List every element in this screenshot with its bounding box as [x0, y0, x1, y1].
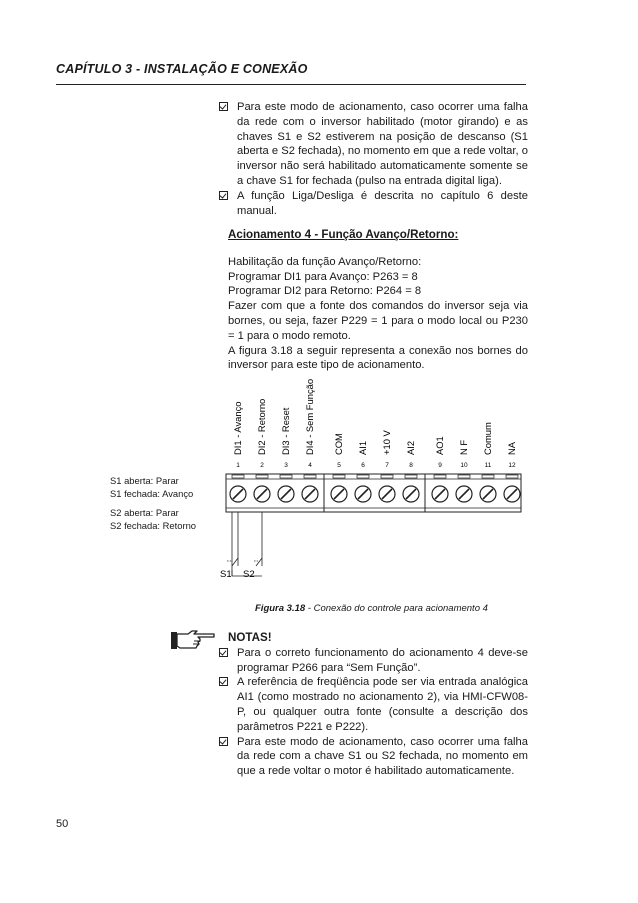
terminal-number: 1 — [236, 462, 240, 469]
terminal-label: +10 V — [381, 430, 392, 455]
terminal-number: 9 — [438, 462, 442, 469]
notes-block — [228, 631, 528, 779]
chapter-header: CAPÍTULO 3 - INSTALAÇÃO E CONEXÃO — [56, 62, 308, 76]
pointing-hand-icon — [170, 629, 216, 656]
bullet-text: Para este modo de acionamento, caso ocorrer uma falha da rede com o inversor habilitado (motor girando) e as chaves S1 e S2 estiverem na posição de descanso (S1 aberta e S2 fechada), no momento em que a rede voltar, o inversor não será habilitado automaticamente somente se a chave S1 for fechada (pulso na entrada digital liga). — [237, 101, 528, 187]
caption-text: - Conexão do controle para acionamento 4 — [305, 603, 488, 614]
terminal-label: DI4 - Sem Função — [304, 378, 315, 455]
terminal-number: 10 — [460, 462, 468, 469]
s2-state-labels — [110, 507, 196, 532]
s1-open-label: S1 aberta: Parar — [110, 475, 179, 486]
checkbox-bullet-icon — [219, 737, 228, 746]
terminal-label: DI1 - Avanço — [232, 401, 243, 455]
section-line: Habilitação da função Avanço/Retorno: — [228, 255, 422, 268]
terminal-label: AI1 — [357, 440, 368, 455]
section-title: Acionamento 4 - Função Avanço/Retorno: — [228, 228, 459, 241]
section-paragraph: Fazer com que a fonte dos comandos do inversor seja via bornes, ou seja, fazer P229 = 1 para o modo local ou P230 = 1 para o modo remoto. — [228, 300, 528, 342]
s2-open-label: S2 aberta: Parar — [110, 507, 179, 518]
terminal-number: 12 — [508, 462, 516, 469]
terminal-label: DI2 - Retorno — [256, 398, 267, 455]
section-line: Programar DI2 para Retorno: P264 = 8 — [228, 285, 422, 298]
terminal-label: Comum — [482, 422, 493, 455]
s1-closed-label: S1 fechada: Avanço — [110, 487, 194, 499]
switch-s2-label: S2 — [243, 569, 255, 580]
terminal-number: 11 — [484, 462, 492, 469]
note-text: Para este modo de acionamento, caso ocorrer uma falha da rede com a chave S1 ou S2 fechada, no momento em que a rede voltar o motor é habilitado automaticamente. — [237, 735, 528, 778]
terminal-number: 2 — [260, 462, 264, 469]
note-text: A referência de freqüência pode ser via entrada analógica AI1 (como mostrado no acionamento 2), via HMI-CFW08-P, ou qualquer outra fonte (consulte a descrição dos parâmetros P221 e P222). — [237, 676, 528, 733]
note-item — [228, 735, 528, 779]
terminal-number: 7 — [385, 462, 389, 469]
section-paragraph: A figura 3.18 a seguir representa a conexão nos bornes do inversor para este tipo de acionamento. — [228, 344, 528, 372]
bullet-text: A função Liga/Desliga é descrita no capítulo 6 deste manual. — [237, 189, 528, 217]
note-item — [228, 675, 528, 734]
figure-caption — [255, 603, 488, 614]
terminal-label: COM — [333, 433, 344, 455]
switch-s2-icon — [254, 558, 262, 566]
page-number: 50 — [56, 818, 69, 830]
switch-s1-label: S1 — [220, 569, 232, 580]
note-text: Para o correto funcionamento do acionamento 4 deve-se programar P266 para “Sem Função”. — [237, 646, 528, 674]
s2-closed-label: S2 fechada: Retorno — [110, 519, 196, 531]
terminal-label: AI2 — [405, 440, 416, 455]
terminal-number: 8 — [409, 462, 413, 469]
terminal-label: NA — [506, 441, 517, 455]
terminal-number: 6 — [361, 462, 365, 469]
terminal-label: DI3 - Reset — [280, 407, 291, 455]
terminal-number: 4 — [308, 462, 312, 469]
note-item — [228, 646, 528, 676]
terminal-label: AO1 — [434, 436, 445, 455]
terminal-number: 3 — [284, 462, 288, 469]
notes-title: NOTAS! — [228, 631, 272, 644]
checkbox-bullet-icon — [219, 677, 228, 686]
s1-state-labels — [110, 475, 193, 500]
section-line: Programar DI1 para Avanço: P263 = 8 — [228, 270, 418, 283]
terminal-label: N F — [458, 439, 469, 455]
caption-number: Figura 3.18 — [255, 603, 306, 614]
checkbox-bullet-icon — [219, 648, 228, 657]
terminal-number: 5 — [337, 462, 341, 469]
